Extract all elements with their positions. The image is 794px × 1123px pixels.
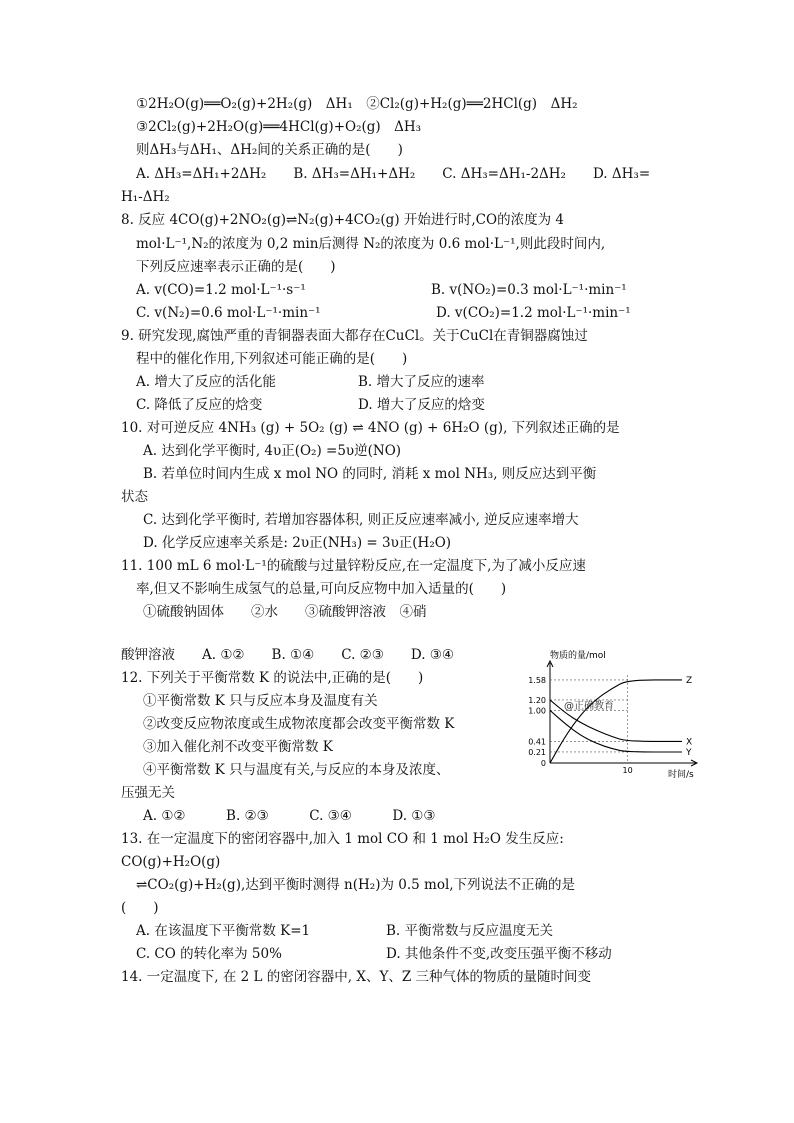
series-label-y: Y <box>686 747 692 758</box>
q12-options: A. ①② B. ②③ C. ③④ D. ①③ <box>143 808 436 824</box>
series-label-x: X <box>686 737 693 748</box>
q10-option-b-cont: 状态 <box>121 489 148 505</box>
series-label-z: Z <box>686 675 693 686</box>
q9-option-d: D. 增大了反应的焓变 <box>358 397 485 413</box>
q8-option-a: A. v(CO)=1.2 mol·L⁻¹·s⁻¹ <box>136 282 306 298</box>
q11-stem-line1: 11. 100 mL 6 mol·L⁻¹的硫酸与过量锌粉反应,在一定温度下,为了减小反应速 <box>121 558 586 574</box>
series-line-z <box>550 680 682 763</box>
x-axis-label: 时间/s <box>668 770 694 780</box>
q10-option-c: C. 达到化学平衡时, 若增加容器体积, 则正反应速率减小, 逆反应速率增大 <box>143 512 579 528</box>
q9-option-a: A. 增大了反应的活化能 <box>136 374 276 390</box>
q12-item-3: ③加入催化剂不改变平衡常数 K <box>143 739 333 755</box>
series-line-y <box>550 710 682 752</box>
q10-option-b: B. 若单位时间内生成 x mol NO 的同时, 消耗 x mol NH₃, 则反应达到平衡 <box>143 466 597 482</box>
y-tick-label: 1.20 <box>528 695 546 705</box>
y-axis-label: 物质的量/mol <box>550 651 606 661</box>
q11-options: 酸钾溶液 A. ①② B. ①④ C. ②③ D. ③④ <box>121 647 455 663</box>
q13-stem-line2: CO(g)+H₂O(g) <box>121 854 221 870</box>
q12-item-4: ④平衡常数 K 只与温度有关,与反应的本身及浓度、 <box>143 762 450 778</box>
watermark-text: @正确教育 <box>564 701 614 712</box>
chart-svg <box>512 645 702 783</box>
y-tick-label: 1.00 <box>528 706 546 716</box>
q13-option-b: B. 平衡常数与反应温度无关 <box>386 923 554 939</box>
q10-option-a: A. 达到化学平衡时, 4υ正(O₂) =5υ逆(NO) <box>143 443 402 459</box>
amount-vs-time-chart <box>512 645 702 783</box>
q12-stem: 12. 下列关于平衡常数 K 的说法中,正确的是( ) <box>121 670 424 686</box>
q8-stem-line1: 8. 反应 4CO(g)+2NO₂(g)⇌N₂(g)+4CO₂(g) 开始进行时,CO的浓度为 4 <box>121 212 564 228</box>
q13-option-d: D. 其他条件不变,改变压强平衡不移动 <box>386 946 612 962</box>
q13-stem-line4: ( ) <box>121 900 159 916</box>
q8-option-c: C. v(N₂)=0.6 mol·L⁻¹·min⁻¹ <box>136 305 321 321</box>
y-tick-label: 0.21 <box>528 747 546 757</box>
q10-option-d: D. 化学反应速率关系是: 2υ正(NH₃) = 3υ正(H₂O) <box>143 535 452 551</box>
q9-option-b: B. 增大了反应的速率 <box>358 374 485 390</box>
q9-option-c: C. 降低了反应的焓变 <box>136 397 263 413</box>
q7-stem: 则ΔH₃与ΔH₁、ΔH₂间的关系正确的是( ) <box>136 142 403 158</box>
q12-item-2: ②改变反应物浓度或生成物浓度都会改变平衡常数 K <box>143 716 455 732</box>
q8-stem-line2: mol·L⁻¹,N₂的浓度为 0,2 min后测得 N₂的浓度为 0.6 mol·L⁻¹,则此段时间内, <box>136 236 606 252</box>
q8-stem-line3: 下列反应速率表示正确的是( ) <box>136 259 336 275</box>
y-tick-label: 0 <box>540 759 546 768</box>
q13-option-a: A. 在该温度下平衡常数 K=1 <box>136 923 311 939</box>
y-tick-label: 0.41 <box>528 737 546 747</box>
q7-equations-line1: ①2H₂O(g)══O₂(g)+2H₂(g) ΔH₁ ②Cl₂(g)+H₂(g)══2HCl(g) ΔH₂ <box>136 96 578 112</box>
q12-item-4-cont: 压强无关 <box>121 785 175 801</box>
q13-stem-line1: 13. 在一定温度下的密闭容器中,加入 1 mol CO 和 1 mol H₂O 发生反应: <box>121 831 564 847</box>
q13-option-c: C. CO 的转化率为 50% <box>136 946 282 962</box>
q8-option-b: B. v(NO₂)=0.3 mol·L⁻¹·min⁻¹ <box>431 282 627 298</box>
q12-item-1: ①平衡常数 K 只与反应本身及温度有关 <box>143 693 378 709</box>
q9-stem-line1: 9. 研究发现,腐蚀严重的青铜器表面大都存在CuCl。关于CuCl在青铜器腐蚀过 <box>121 328 588 344</box>
q7-options: A. ΔH₃=ΔH₁+2ΔH₂ B. ΔH₃=ΔH₁+ΔH₂ C. ΔH₃=ΔH₁-2ΔH₂ D. ΔH₃= <box>136 166 651 182</box>
x-tick-label: 10 <box>622 766 633 775</box>
q9-stem-line2: 程中的催化作用,下列叙述可能正确的是( ) <box>136 351 408 367</box>
q11-stem-line2: 率,但又不影响生成氢气的总量,可向反应物中加入适量的( ) <box>136 581 507 597</box>
q7-option-d-cont: H₁-ΔH₂ <box>121 189 170 205</box>
q11-items: ①硫酸钠固体 ②水 ③硫酸钾溶液 ④硝 <box>143 604 427 620</box>
q10-stem: 10. 对可逆反应 4NH₃ (g) + 5O₂ (g) ⇌ 4NO (g) + 6H₂O (g), 下列叙述正确的是 <box>121 420 620 436</box>
q14-stem: 14. 一定温度下, 在 2 L 的密闭容器中, X、Y、Z 三种气体的物质的量随时间变 <box>121 969 592 985</box>
q13-stem-line3: ⇌CO₂(g)+H₂(g),达到平衡时测得 n(H₂)为 0.5 mol,下列说法不正确的是 <box>136 877 576 893</box>
y-tick-label: 1.58 <box>528 675 546 685</box>
q7-equations-line2: ③2Cl₂(g)+2H₂O(g)══4HCl(g)+O₂(g) ΔH₃ <box>136 119 422 135</box>
q8-option-d: D. v(CO₂)=1.2 mol·L⁻¹·min⁻¹ <box>436 305 631 321</box>
